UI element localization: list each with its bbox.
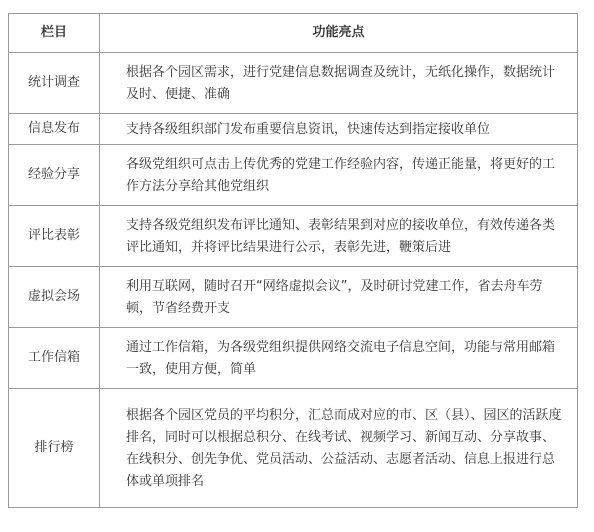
table-row <box>9 145 578 206</box>
row-desc <box>100 389 578 508</box>
row-desc-text: 支持各级党组织发布评比通知、表彰结果到对应的接收单位，有效传递各类评比通知，并将评比结果进行公示，表彰先进，鞭策后进 <box>126 217 556 255</box>
row-name: 排行榜 <box>9 389 100 508</box>
table-row <box>9 206 578 267</box>
row-desc-text: 根据各个园区党员的平均积分，汇总而成对应的市、区（县）、园区的活跃度排名，同时可以根据总积分、在线考试、视频学习、新闻互动、分享故事、在线积分、创先争优、党员活动、公益活动、志愿者活动、信息上报进行总体或单项排名 <box>126 407 562 489</box>
row-desc-text: 利用互联网，随时召开“网络虚拟会议”，及时研讨党建工作，省去舟车劳顿，节省经费开支 <box>126 278 543 316</box>
table-row <box>9 267 578 328</box>
table-row <box>9 114 578 145</box>
row-desc-text: 支持各级组织部门发布重要信息资讯，快速传达到指定接收单位 <box>126 121 491 137</box>
table-row <box>9 389 578 508</box>
row-desc <box>100 114 578 145</box>
row-name: 虚拟会场 <box>9 267 100 328</box>
table-row <box>9 53 578 114</box>
row-name: 统计调查 <box>9 53 100 114</box>
row-desc-text: 各级党组织可点击上传优秀的党建工作经验内容，传递正能量，将更好的工作方法分享给其他党组织 <box>126 156 556 194</box>
row-name: 工作信箱 <box>9 328 100 389</box>
row-desc-text: 根据各个园区需求，进行党建信息数据调查及统计，无纸化操作，数据统计及时、便捷、准确 <box>126 64 556 102</box>
row-desc <box>100 145 578 206</box>
row-name: 评比表彰 <box>9 206 100 267</box>
table-header-row <box>9 14 578 53</box>
feature-header: 功能亮点 <box>100 14 578 53</box>
row-desc <box>100 206 578 267</box>
row-name: 经验分享 <box>9 145 100 206</box>
row-desc <box>100 328 578 389</box>
row-desc <box>100 267 578 328</box>
column-header: 栏目 <box>9 14 100 53</box>
table-row <box>9 328 578 389</box>
row-desc <box>100 53 578 114</box>
feature-table <box>8 13 578 508</box>
row-name: 信息发布 <box>9 114 100 145</box>
row-desc-text: 通过工作信箱，为各级党组织提供网络交流电子信息空间，功能与常用邮箱一致，使用方便，简单 <box>126 339 556 377</box>
